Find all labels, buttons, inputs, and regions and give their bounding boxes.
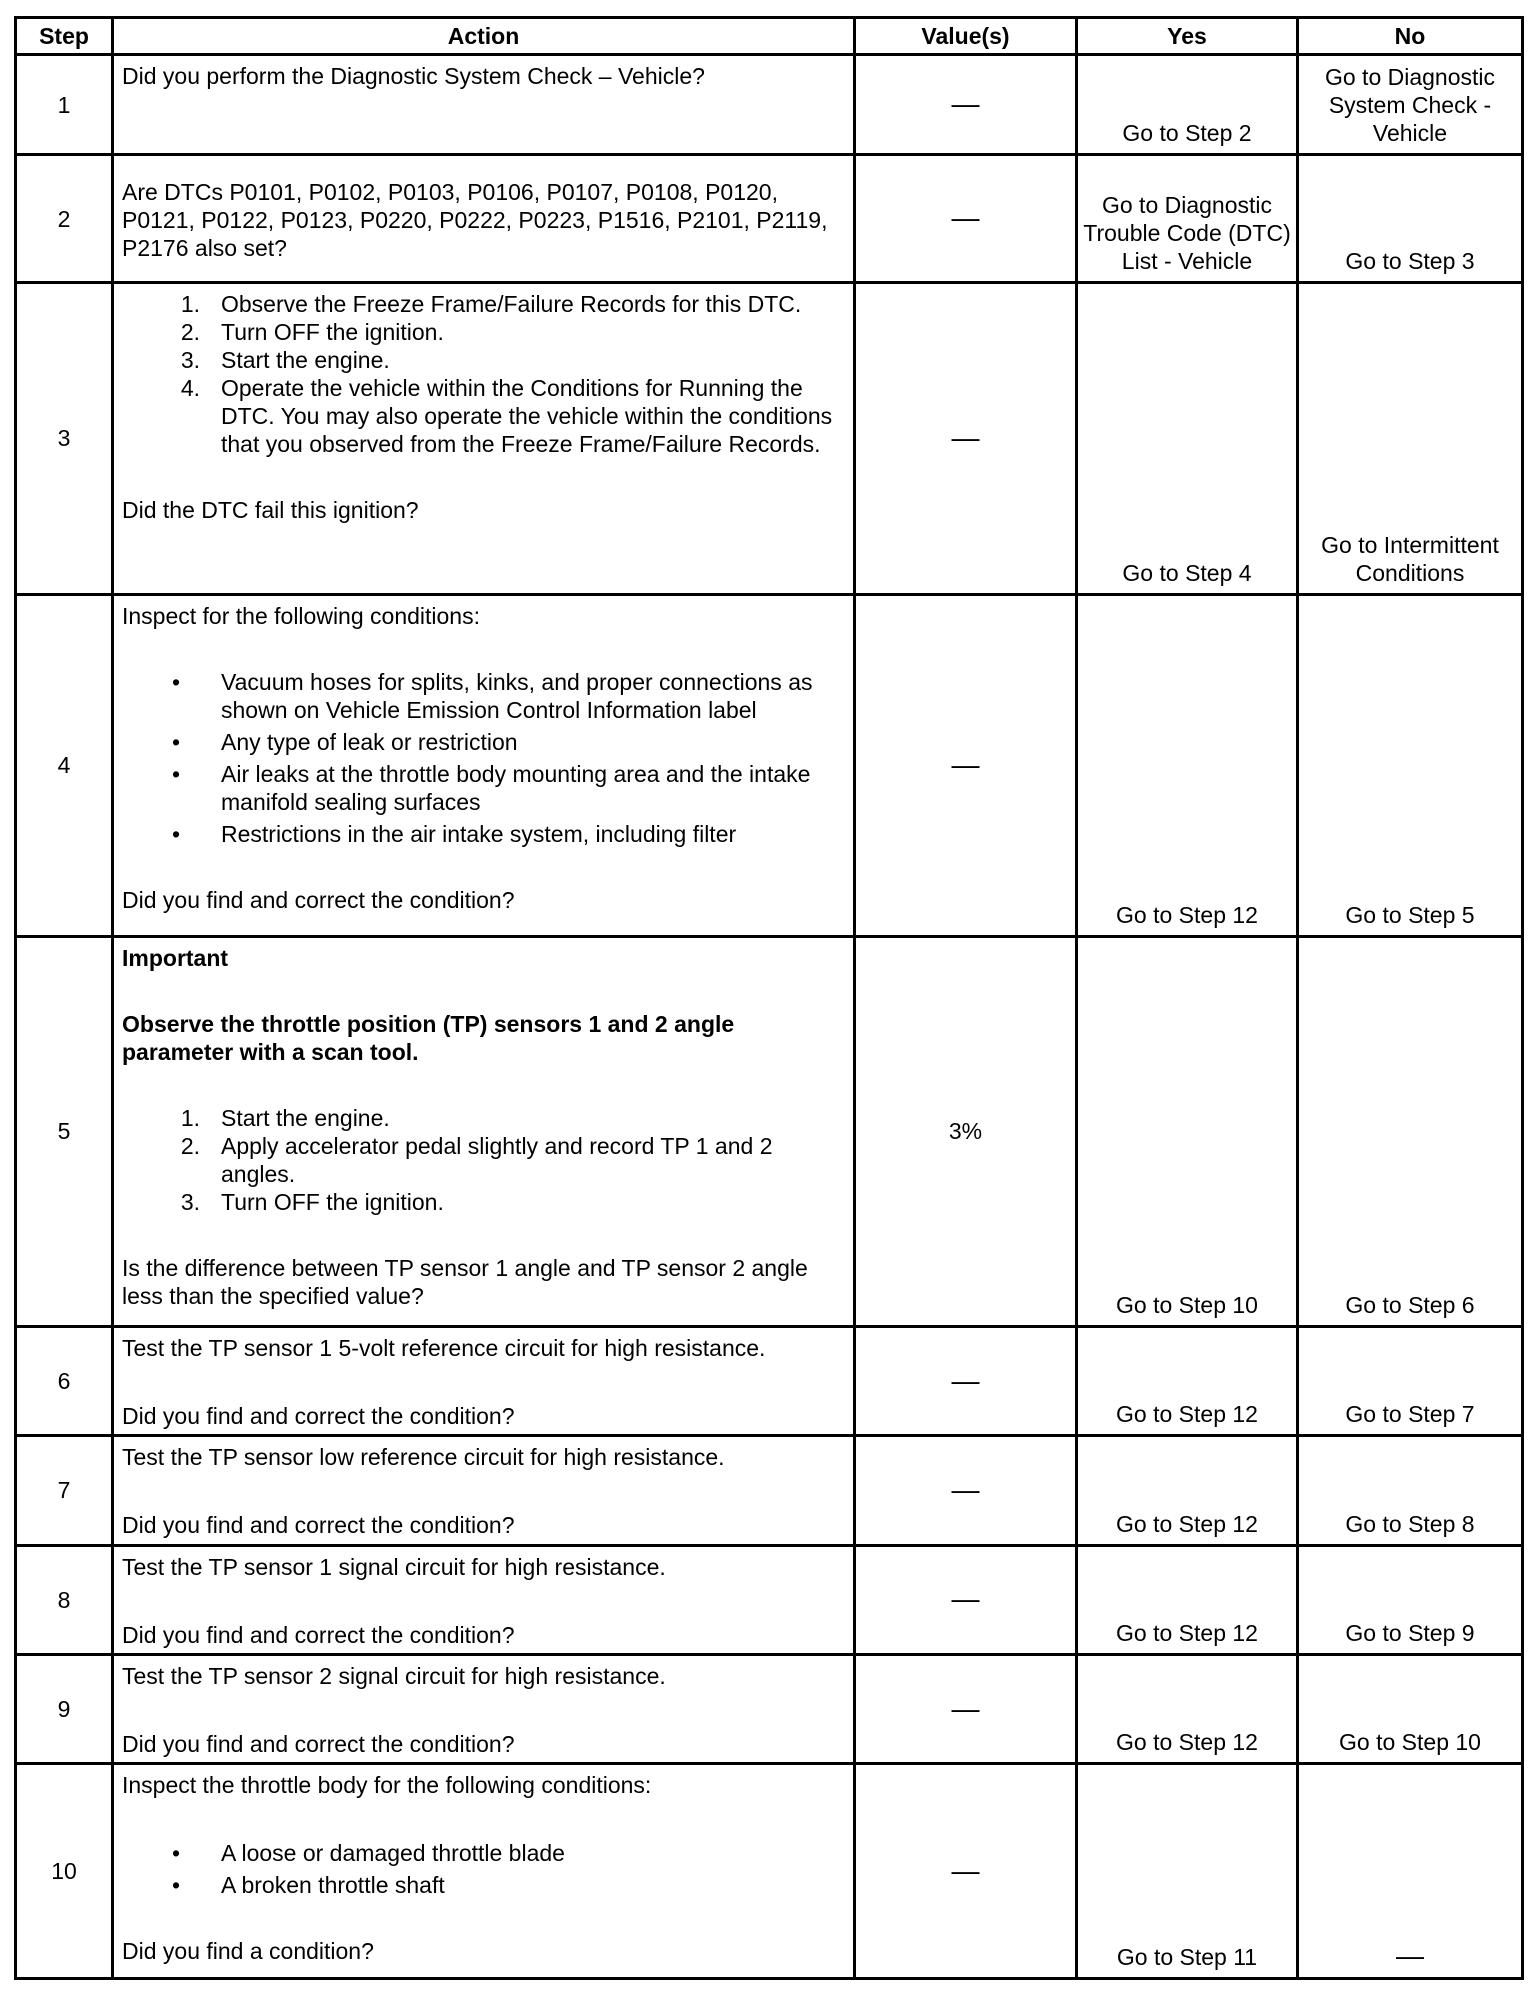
table-row [16, 1436, 1523, 1545]
list-item-text: Air leaks at the throttle body mounting area and the intake manifold sealing surfaces [221, 760, 811, 815]
action-cell [113, 1436, 855, 1545]
no-cell: Go to Step 6 [1298, 936, 1523, 1326]
question-text: Did the DTC fail this ignition? [122, 496, 419, 523]
question-text: Is the difference between TP sensor 1 angle and TP sensor 2 angle less than the specified value? [122, 1254, 808, 1309]
list-item-text: A loose or damaged throttle blade [221, 1840, 565, 1867]
value-text: 3% [948, 1118, 983, 1145]
action-text: Are DTCs P0101, P0102, P0103, P0106, P0107, P0108, P0120, P0121, P0122, P0123, P0220, P0222, P0223, P1516, P2101, P2119, P2176 also set? [122, 178, 828, 261]
no-cell: Go to Step 3 [1298, 155, 1523, 282]
value-cell [855, 1545, 1077, 1654]
important-label: Important [122, 944, 229, 971]
question-text: Did you find and correct the condition? [122, 1621, 515, 1648]
no-text: — [1396, 1940, 1424, 1971]
action-cell [113, 1654, 855, 1763]
bullet-list [122, 1839, 845, 1899]
yes-cell: Go to Step 12 [1077, 594, 1298, 936]
list-item-text: Any type of leak or restriction [221, 728, 518, 755]
table-row [16, 155, 1523, 282]
header-row [16, 18, 1523, 55]
step-number: 5 [16, 936, 113, 1326]
step-number: 7 [16, 1436, 113, 1545]
action-text: Test the TP sensor 1 signal circuit for high resistance. [122, 1553, 666, 1580]
diagnostic-table [14, 16, 1524, 1980]
action-text: Inspect the throttle body for the following conditions: [122, 1772, 652, 1799]
numbered-list [122, 1104, 845, 1216]
value-cell [855, 282, 1077, 594]
table-row [16, 1764, 1523, 1979]
list-item: • Restrictions in the air intake system, including filter [172, 820, 737, 847]
value-text: — [951, 1473, 980, 1505]
value-text: — [951, 1854, 980, 1886]
value-cell [855, 1436, 1077, 1545]
header-action: Action [113, 18, 855, 55]
header-no: No [1298, 18, 1523, 55]
list-item: 3. Start the engine. [180, 346, 390, 373]
list-item-text: Apply accelerator pedal slightly and record TP 1 and 2 angles. [221, 1132, 773, 1187]
no-cell: Go to Step 5 [1298, 594, 1523, 936]
list-item-text: A broken throttle shaft [221, 1872, 445, 1899]
list-item: • Vacuum hoses for splits, kinks, and proper connections as shown on Vehicle Emission Control Information label [172, 668, 813, 723]
list-item-text: Restrictions in the air intake system, including filter [221, 820, 737, 847]
action-cell [113, 936, 855, 1326]
list-item: 3. Turn OFF the ignition. [180, 1188, 444, 1215]
yes-cell: Go to Step 11 [1077, 1764, 1298, 1979]
list-item: 1. Start the engine. [180, 1104, 390, 1131]
action-cell [113, 594, 855, 936]
value-cell [855, 1654, 1077, 1763]
step-number: 6 [16, 1326, 113, 1435]
step-number: 3 [16, 282, 113, 594]
table-row [16, 936, 1523, 1326]
no-cell: Go to Diagnostic System Check - Vehicle [1298, 55, 1523, 155]
table-row [16, 1545, 1523, 1654]
list-item: 1. Observe the Freeze Frame/Failure Records for this DTC. [180, 290, 802, 317]
list-item-text: Turn OFF the ignition. [221, 1188, 444, 1215]
value-cell [855, 1764, 1077, 1979]
question-text: Did you find a condition? [122, 1938, 374, 1965]
action-text: Inspect for the following conditions: [122, 602, 480, 629]
list-item: 2. Apply accelerator pedal slightly and record TP 1 and 2 angles. [180, 1132, 773, 1187]
value-cell [855, 55, 1077, 155]
header-step: Step [16, 18, 113, 55]
header-yes: Yes [1077, 18, 1298, 55]
action-cell [113, 1326, 855, 1435]
value-cell [855, 1326, 1077, 1435]
yes-cell: Go to Step 12 [1077, 1326, 1298, 1435]
numbered-list [122, 290, 845, 458]
step-number: 1 [16, 55, 113, 155]
action-text: Test the TP sensor 1 5-volt reference circuit for high resistance. [122, 1334, 766, 1361]
question-text: Did you find and correct the condition? [122, 886, 515, 913]
value-text: — [951, 1583, 980, 1615]
list-item-text: Start the engine. [221, 1104, 390, 1131]
step-number: 8 [16, 1545, 113, 1654]
no-cell: Go to Step 9 [1298, 1545, 1523, 1654]
important-text: Observe the throttle position (TP) sensors 1 and 2 angle parameter with a scan tool. [122, 1010, 735, 1065]
list-item: 4. Operate the vehicle within the Conditions for Running the DTC. You may also operate the vehicle within the conditions that you observed from the Freeze Frame/Failure Records. [180, 374, 833, 457]
bullet-list [122, 668, 845, 848]
action-text: Test the TP sensor 2 signal circuit for high resistance. [122, 1662, 666, 1689]
question-text: Did you find and correct the condition? [122, 1730, 515, 1757]
value-cell [855, 936, 1077, 1326]
action-cell [113, 1545, 855, 1654]
action-cell [113, 155, 855, 282]
list-item-text: Vacuum hoses for splits, kinks, and proper connections as shown on Vehicle Emission Control Information label [221, 668, 813, 723]
value-text: — [951, 202, 980, 233]
yes-cell: Go to Step 12 [1077, 1436, 1298, 1545]
value-cell [855, 155, 1077, 282]
table-row [16, 1326, 1523, 1435]
action-cell [113, 55, 855, 155]
table-row [16, 55, 1523, 155]
table-row [16, 594, 1523, 936]
no-cell: Go to Step 8 [1298, 1436, 1523, 1545]
yes-cell: Go to Step 12 [1077, 1545, 1298, 1654]
value-cell [855, 594, 1077, 936]
yes-cell: Go to Step 4 [1077, 282, 1298, 594]
yes-cell: Go to Step 2 [1077, 55, 1298, 155]
list-item: 2. Turn OFF the ignition. [180, 318, 444, 345]
value-text: — [951, 88, 980, 120]
header-values: Value(s) [855, 18, 1077, 55]
action-text: Did you perform the Diagnostic System Check – Vehicle? [122, 63, 705, 89]
value-text: — [951, 748, 980, 780]
step-number: 10 [16, 1764, 113, 1979]
action-cell [113, 282, 855, 594]
list-item: • A loose or damaged throttle blade [172, 1840, 565, 1867]
list-item-text: Start the engine. [221, 346, 390, 373]
table-row [16, 1654, 1523, 1763]
action-cell [113, 1764, 855, 1979]
action-text: Test the TP sensor low reference circuit for high resistance. [122, 1444, 725, 1471]
question-text: Did you find and correct the condition? [122, 1512, 515, 1539]
no-cell: Go to Step 10 [1298, 1654, 1523, 1763]
table-row [16, 282, 1523, 594]
value-text: — [951, 1364, 980, 1396]
list-item-text: Observe the Freeze Frame/Failure Records for this DTC. [221, 290, 802, 317]
question-text: Did you find and correct the condition? [122, 1402, 515, 1429]
yes-cell: Go to Diagnostic Trouble Code (DTC) List - Vehicle [1077, 155, 1298, 282]
list-item: • A broken throttle shaft [172, 1872, 445, 1899]
list-item-text: Operate the vehicle within the Conditions for Running the DTC. You may also operate the vehicle within the conditions that you observed from the Freeze Frame/Failure Records. [221, 374, 833, 457]
no-cell: Go to Step 7 [1298, 1326, 1523, 1435]
no-cell [1298, 1764, 1523, 1979]
list-item-text: Turn OFF the ignition. [221, 318, 444, 345]
list-item: • Any type of leak or restriction [172, 728, 518, 755]
step-number: 2 [16, 155, 113, 282]
step-number: 9 [16, 1654, 113, 1763]
yes-cell: Go to Step 12 [1077, 1654, 1298, 1763]
value-text: — [951, 1692, 980, 1724]
no-cell: Go to Intermittent Conditions [1298, 282, 1523, 594]
value-text: — [951, 421, 980, 453]
yes-cell: Go to Step 10 [1077, 936, 1298, 1326]
step-number: 4 [16, 594, 113, 936]
list-item: • Air leaks at the throttle body mounting area and the intake manifold sealing surfaces [172, 760, 811, 815]
